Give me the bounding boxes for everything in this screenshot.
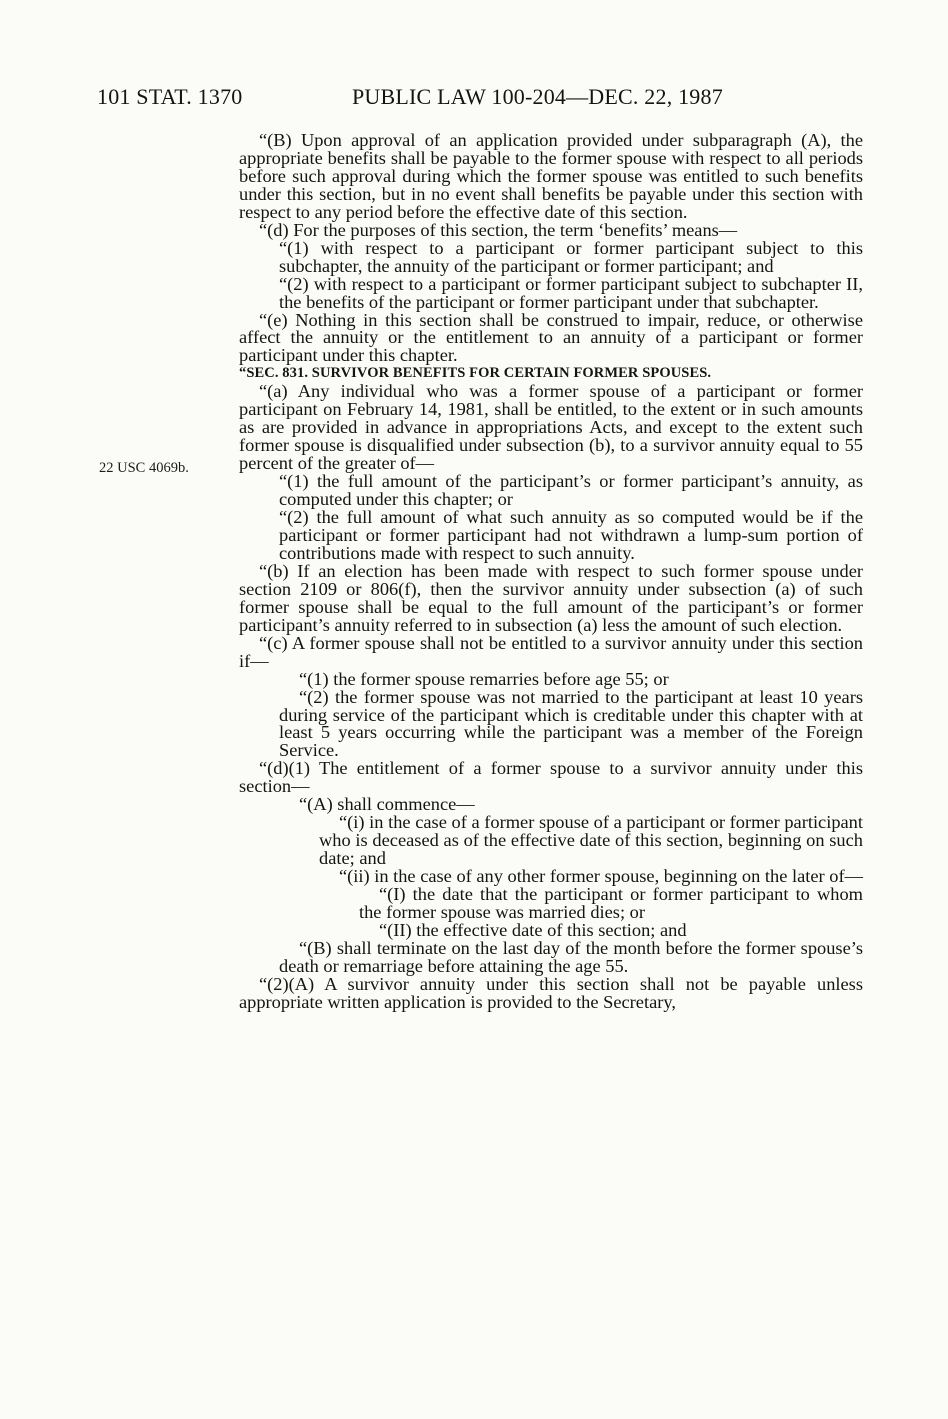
paragraph-831-a-2: “(2) the full amount of what such annuity as so computed would be if the participant or former participant had not withdrawn a lump-sum portion of contributions made with respect to such annuity.	[279, 507, 863, 563]
statute-citation: 101 STAT. 1370	[97, 84, 243, 109]
public-law-title: PUBLIC LAW 100-204—DEC. 22, 1987	[352, 84, 723, 109]
paragraph-d-2: “(2) with respect to a participant or former participant subject to subchapter II, the benefits of the participant or former participant under that subchapter.	[279, 273, 863, 312]
paragraph-831-d-1-A-ii-II: “(II) the effective date of this section; and	[379, 919, 687, 940]
paragraph-831-d-1-A-ii: “(ii) in the case of any other former spouse, beginning on the later of—	[339, 866, 863, 887]
paragraph-e: “(e) Nothing in this section shall be construed to impair, reduce, or otherwise affect the annuity or the entitlement to an annuity of a participant or former participant under this chapter.	[239, 309, 863, 366]
margin-citation: 22 USC 4069b.	[99, 460, 189, 476]
paragraph-831-d-1-B: “(B) shall terminate on the last day of the month before the former spouse’s death or remarriage before attaining the age 55.	[279, 937, 863, 976]
body-text	[239, 132, 863, 1012]
paragraph-831-d-1-A-i: “(i) in the case of a former spouse of a participant or former participant who is deceased as of the effective date of this section, beginning on such date; and	[319, 812, 863, 869]
paragraph-831-d-2-A: “(2)(A) A survivor annuity under this section shall not be payable unless appropriate written application is provided to the Secretary,	[239, 973, 863, 1012]
paragraph-d-1: “(1) with respect to a participant or former participant subject to this subchapter, the annuity of the participant or former participant; and	[279, 237, 863, 276]
paragraph-831-c: “(c) A former spouse shall not be entitled to a survivor annuity under this section if—	[239, 632, 863, 671]
paragraph-831-c-2: “(2) the former spouse was not married to the participant at least 10 years during service of the participant which is creditable under this chapter with at least 5 years occurring while the participant was a member of the Foreign Service.	[279, 686, 863, 761]
paragraph-831-a: “(a) Any individual who was a former spouse of a participant or former participant on February 14, 1981, shall be entitled, to the extent or in such amounts as are provided in advance in appropriations Acts, and except to the extent such former spouse is disqualified under subsection (b), to a survivor annuity equal to 55 percent of the greater of—	[239, 381, 863, 474]
page-header	[97, 84, 757, 114]
paragraph-831-d-1-A: “(A) shall commence—	[299, 794, 475, 815]
paragraph-831-a-1: “(1) the full amount of the participant’s or former participant’s annuity, as computed under this chapter; or	[279, 471, 863, 510]
section-heading: “SEC. 831. SURVIVOR BENEFITS FOR CERTAIN FORMER SPOUSES.	[239, 365, 712, 382]
paragraph-b-approval: “(B) Upon approval of an application provided under subparagraph (A), the appropriate benefits shall be payable to the former spouse with respect to all periods before such approval during which the former spouse was entitled to such benefits under this section, but in no event shall benefits be payable under this section with respect to any period before the effective date of this section.	[239, 130, 863, 222]
paragraph-831-d-1: “(d)(1) The entitlement of a former spouse to a survivor annuity under this section—	[239, 758, 863, 797]
paragraph-831-b: “(b) If an election has been made with respect to such former spouse under section 2109 or 806(f), then the survivor annuity under subsection (a) of such former spouse shall be equal to the full amount of the participant’s or former participant’s annuity referred to in subsection (a) less the amount of such election.	[239, 560, 863, 635]
paragraph-831-c-1: “(1) the former spouse remarries before age 55; or	[299, 668, 669, 689]
paragraph-831-d-1-A-ii-I: “(I) the date that the participant or former participant to whom the former spouse was married dies; or	[359, 884, 863, 922]
paragraph-d-definition: “(d) For the purposes of this section, the term ‘benefits’ means—	[259, 219, 738, 240]
